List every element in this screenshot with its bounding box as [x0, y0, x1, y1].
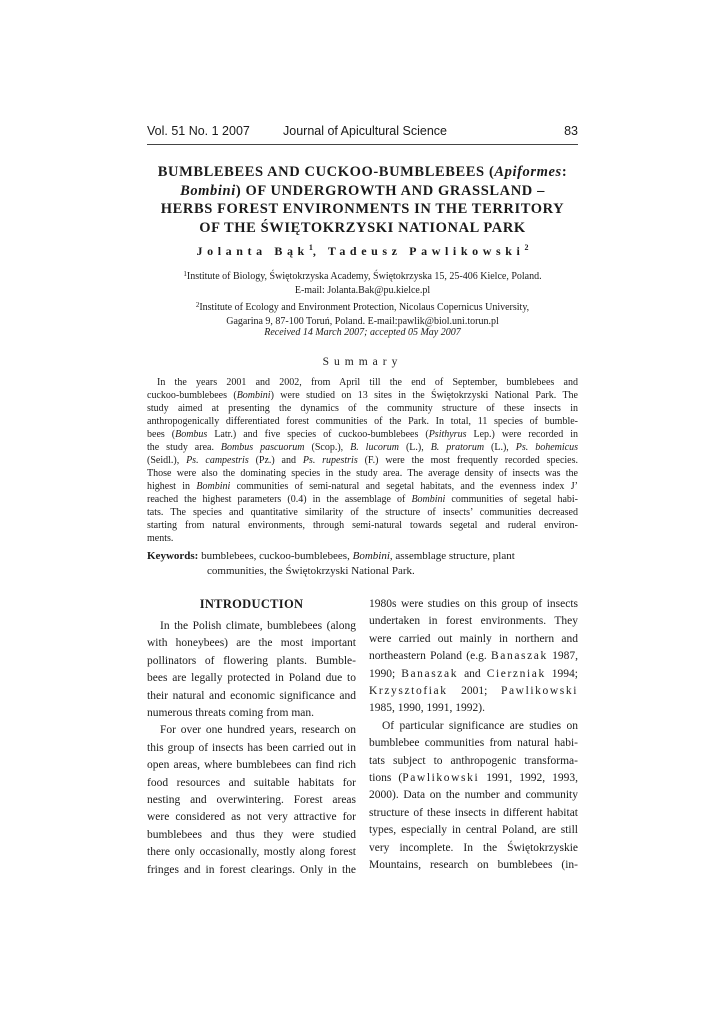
- title-line: Bombini) OF UNDERGROWTH AND GRASSLAND –: [180, 182, 545, 199]
- body-line: tats subject to anthropogenic transforma-: [369, 754, 578, 767]
- body-column-left: [147, 596, 356, 879]
- keywords-line: communities, the Świętokrzyski National Park.: [207, 565, 415, 577]
- body-line: 1990; Banaszak and Cierzniak 1994;: [369, 667, 578, 680]
- article-title: [130, 163, 595, 237]
- body-line: undertaken in forest environments. They: [369, 615, 578, 628]
- summary-line: study aimed at presenting the dynamics of the community structure of these insects in: [147, 403, 578, 414]
- body-line: nesting and overwintering. Forest areas: [147, 794, 356, 807]
- body-line: Krzysztofiak 2001; Pawlikowski: [369, 685, 578, 698]
- summary-line: the study area. Bombus pascuorum (Scop.), B. lucorum (L.), B. pratorum (L.), Ps. bohemicus: [147, 442, 578, 453]
- summary-line: starting from natural environments, through semi-natural towards segetal and ruderal environ-: [147, 520, 578, 531]
- body-line: there only occasionally, mostly along forest: [147, 846, 356, 859]
- affiliation-marker: 1: [308, 243, 313, 252]
- body-line: pollinators of flowering plants. Bumble-: [147, 654, 356, 667]
- summary-line: ments.: [147, 533, 174, 544]
- body-line: types, especially in central Poland, are still: [369, 824, 578, 837]
- journal-name: Journal of Apicultural Science: [283, 124, 447, 138]
- body-line: bumblebees and thus they were studied: [147, 828, 356, 841]
- keywords-label: Keywords:: [147, 550, 199, 562]
- body-line: In the Polish climate, bumblebees (along: [160, 620, 356, 632]
- affiliation-email: E-mail: Jolanta.Bak@pu.kielce.pl: [294, 285, 431, 296]
- author-name: Jolanta Bąk: [196, 244, 309, 258]
- body-line: tions (Pawlikowski 1991, 1992, 1993,: [369, 772, 578, 785]
- body-line: fringes and in forest clearings. Only in the: [147, 863, 356, 876]
- body-line: structure of these insects in different habitat: [369, 806, 578, 819]
- affiliation-line: $^2$Institute of Ecology and Environment Protection, Nicolaus Copernicus University,: [195, 301, 530, 313]
- affiliations: [140, 267, 585, 329]
- body-line: Of particular significance are studies on: [382, 719, 578, 732]
- keywords-line: Keywords: bumblebees, cuckoo-bumblebees, Bombini, assemblage structure, plant: [147, 550, 515, 562]
- section-heading-introduction: INTRODUCTION: [199, 597, 304, 611]
- body-line: their natural and economic significance and: [147, 689, 356, 702]
- body-line: open areas, where bumblebees can find rich: [147, 759, 356, 772]
- body-line: bees are legally protected in Poland due to: [147, 672, 356, 685]
- title-line: HERBS FOREST ENVIRONMENTS IN THE TERRITORY: [160, 201, 565, 217]
- body-line: very incomplete. In the Świętokrzyskie: [369, 841, 578, 854]
- body-column-right: [369, 596, 578, 875]
- title-line: OF THE ŚWIĘTOKRZYSKI NATIONAL PARK: [199, 219, 526, 236]
- summary-heading: Summary: [322, 356, 403, 368]
- summary-line: bees (Bombus Latr.) and five species of cuckoo-bumblebees (Psithyrus Lep.) were recorded in: [147, 429, 578, 440]
- author-name: Tadeusz Pawlikowski: [327, 244, 525, 258]
- affiliation-line: Gagarina 9, 87-100 Toruń, Poland. E-mail:pawlik@biol.uni.torun.pl: [226, 316, 499, 327]
- body-line: were considered as not very attractive for: [147, 811, 356, 824]
- body-line: food resources and suitable habitats for: [147, 776, 356, 789]
- affiliation-line: $^1$Institute of Biology, Świętokrzyska Academy, Świętokrzyska 15, 25-406 Kielce, Poland.: [183, 270, 542, 282]
- body-line: northeastern Poland (e.g. Banaszak 1987,: [369, 650, 579, 663]
- summary-line: cuckoo-bumblebees (Bombini) were studied on 13 sites in the Świętokrzyski National Park. The: [147, 390, 578, 401]
- body-line: 2000). Data on the number and community: [369, 789, 578, 802]
- summary-line: reached the highest parameters (0.4) in the assemblage of Bombini communities of segetal habi-: [147, 494, 578, 505]
- running-header: [147, 124, 578, 142]
- affiliation-marker: 2: [524, 243, 529, 252]
- body-line: numerous threats coming from man.: [147, 707, 315, 720]
- summary-line: Those were also the dominating species in the study area. The average density of insects was the: [147, 468, 578, 479]
- volume-issue: Vol. 51 No. 1 2007: [147, 124, 250, 138]
- page-number: 83: [564, 124, 578, 138]
- body-line: with honeybees) are the most important: [147, 637, 356, 650]
- received-dates: Received 14 March 2007; accepted 05 May 2007: [264, 327, 461, 338]
- body-line: bumblebee communities from natural habi-: [369, 737, 578, 750]
- body-line: Mountains, research on bumblebees (in-: [369, 859, 578, 872]
- title-line: BUMBLEBEES AND CUCKOO-BUMBLEBEES (Apiformes:: [157, 164, 568, 180]
- summary-line: In the years 2001 and 2002, from April till the end of September, bumblebees and: [157, 377, 578, 388]
- body-line: 1980s were studies on this group of insects: [369, 598, 578, 610]
- summary-text: [147, 376, 578, 545]
- keywords: [147, 549, 587, 579]
- body-line: were carried out mainly in northern and: [369, 632, 578, 645]
- summary-line: anthropogenically differentiated forest communities of the Park. In total, 11 species of bumble-: [147, 416, 578, 427]
- body-line: this group of insects has been carried out in: [147, 741, 356, 754]
- summary-line: highest in Bombini communities of semi-natural and segetal habitats, and the evenness index J’: [147, 481, 578, 492]
- author-list: [130, 243, 595, 259]
- summary-line: (Seidl.), Ps. campestris (Pz.) and Ps. rupestris (F.) were the most frequently recorded species.: [147, 455, 579, 466]
- author-separator: ,: [312, 244, 328, 258]
- body-line: For over one hundred years, research on: [160, 724, 356, 737]
- header-rule: [147, 144, 578, 145]
- body-line: 1985, 1990, 1991, 1992).: [369, 702, 485, 715]
- summary-line: tats. The species and quantitative similarity of the structure of insects’ communities decreased: [147, 507, 578, 518]
